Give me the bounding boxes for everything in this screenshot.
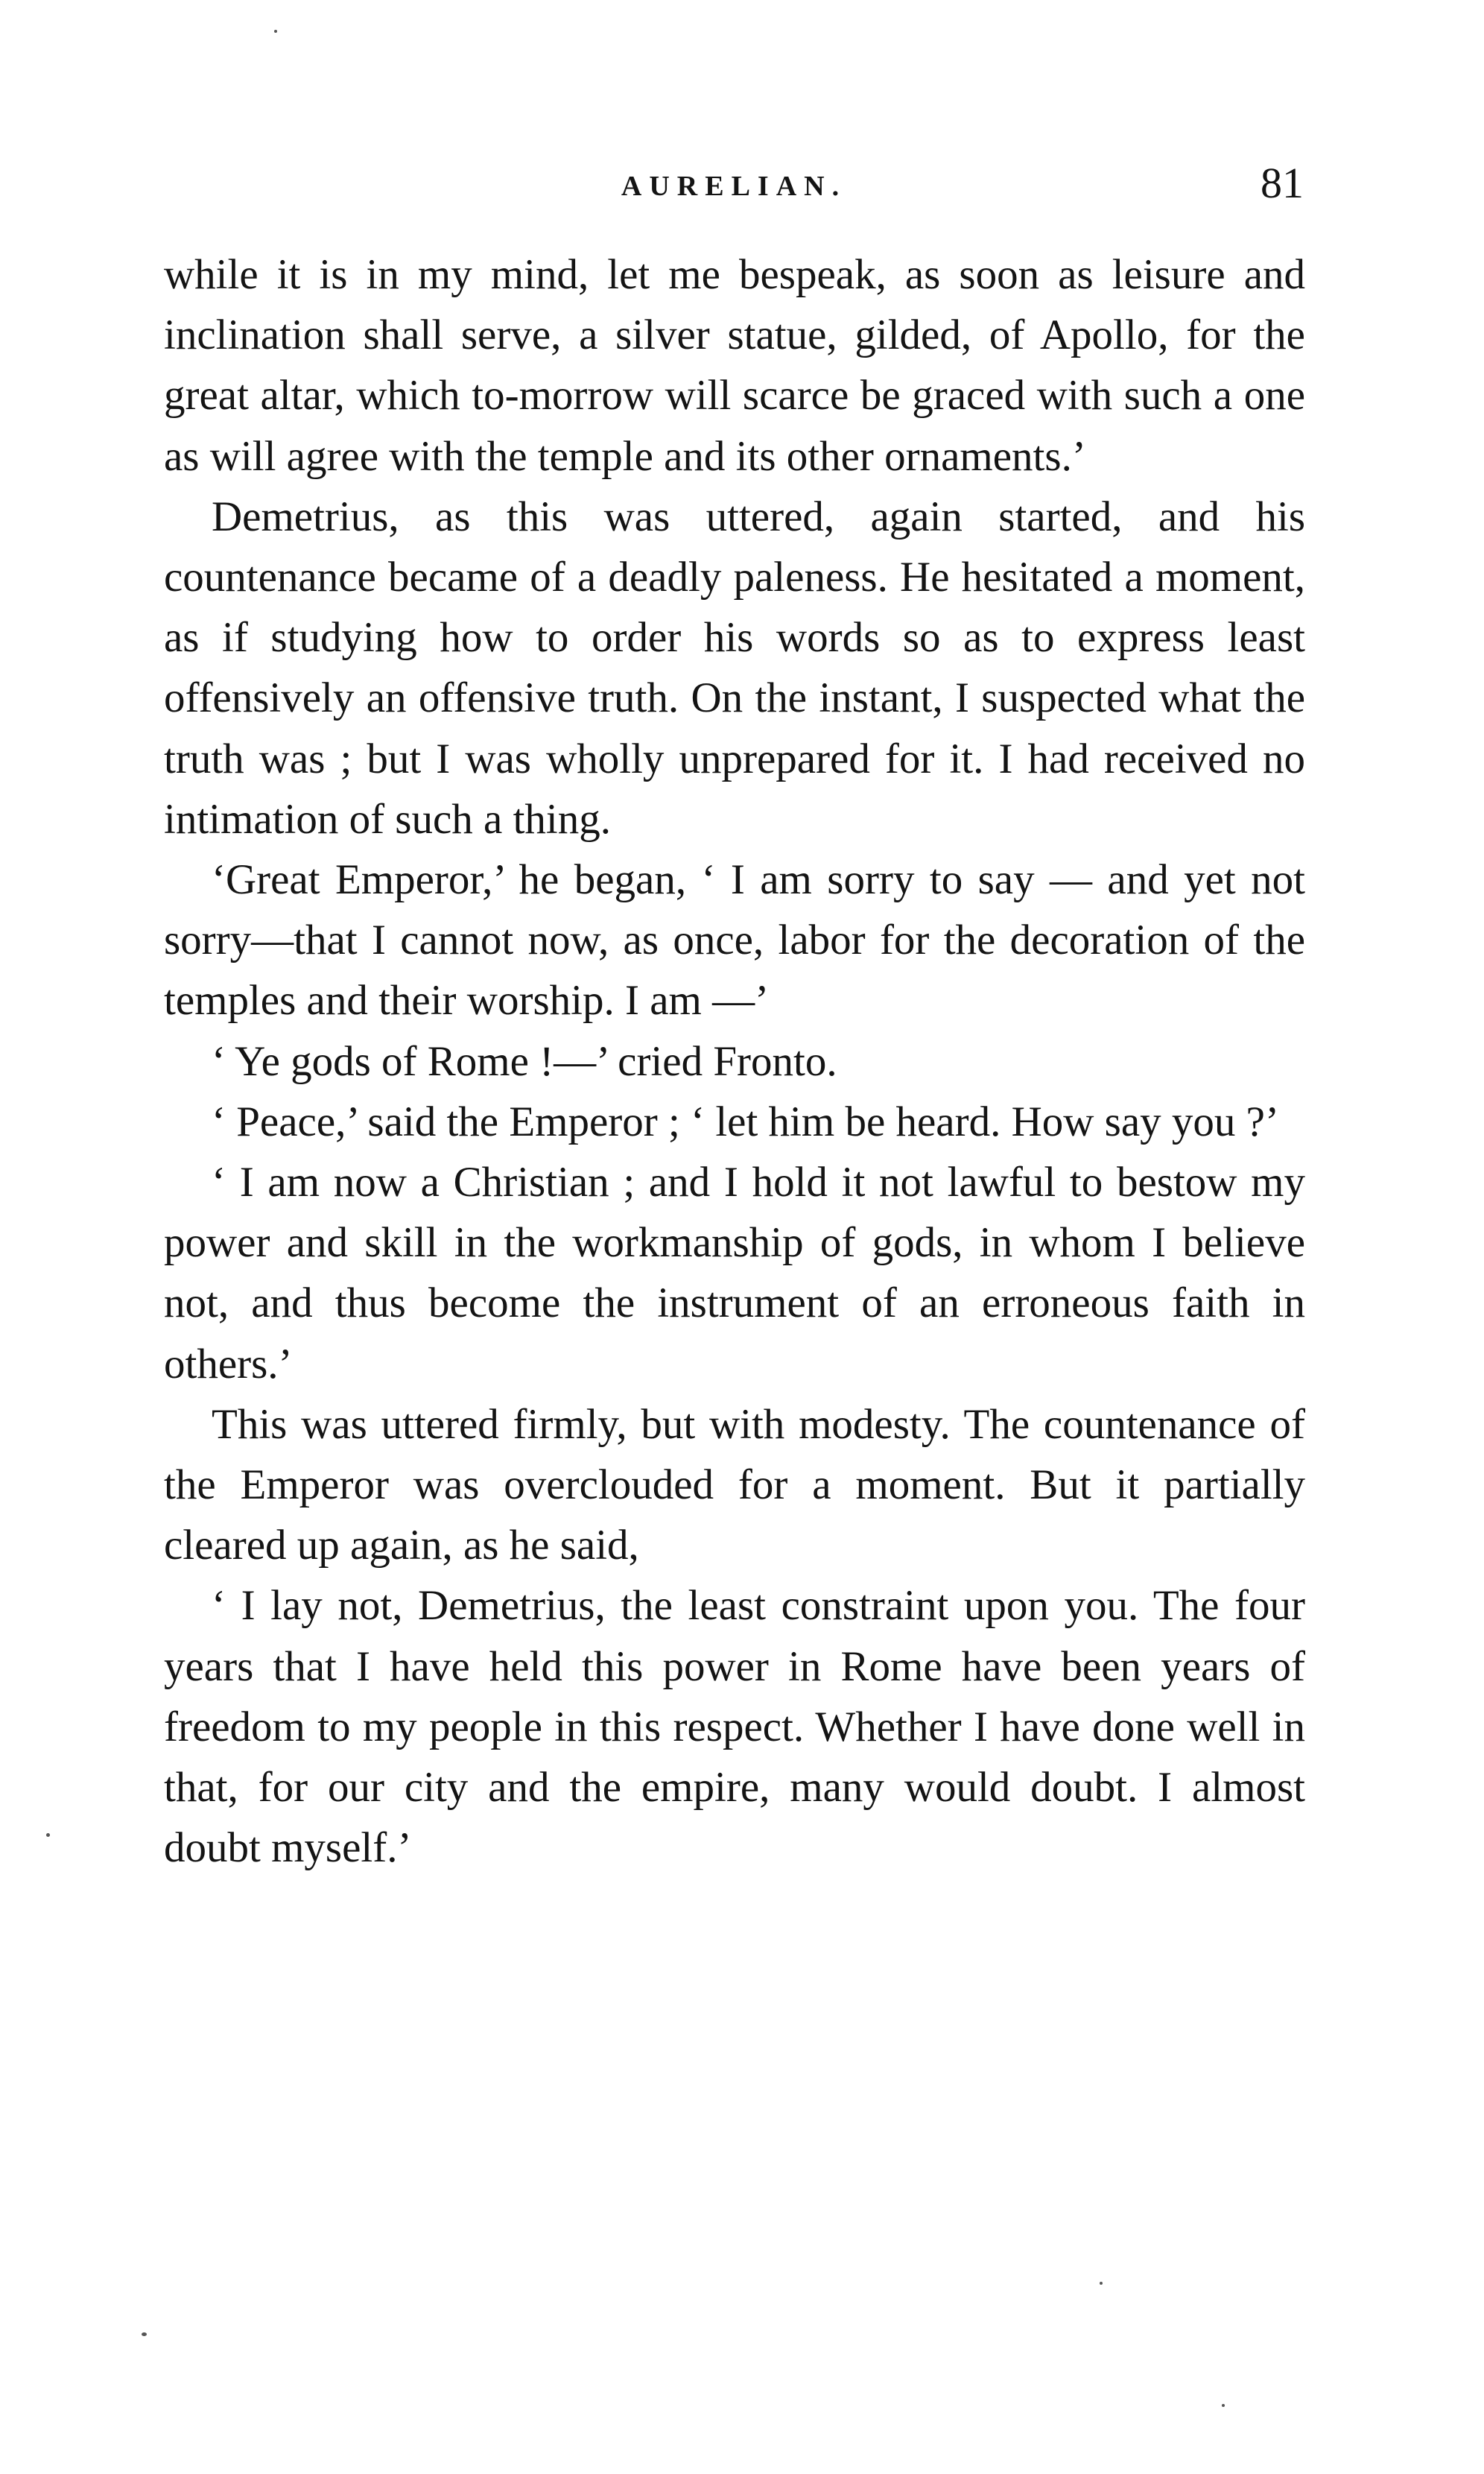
paragraph: Demetrius, as this was uttered, again started, and his countenance became of a deadly paleness. He hesitated a moment, as if studying how to order his words so as to express least offensively an offensive truth. On the instant, I suspected what the truth was ; but I was wholly unprepared for it. I had received no intimation of such a thing. xyxy=(164,493,1305,843)
page-number: 81 xyxy=(1261,159,1304,207)
paragraph: ‘ I lay not, Demetrius, the least constraint upon you. The four years that I have held this power in Rome have been years of freedom to my people in this respect. Whether I have done well in that, for our city and the empire, many would doubt. I almost doubt myself.’ xyxy=(164,1582,1305,1872)
paper-speck xyxy=(46,1833,50,1837)
paper-speck xyxy=(142,2332,147,2336)
paper-speck xyxy=(1100,2282,1103,2285)
paper-speck xyxy=(1222,2404,1225,2407)
body-text xyxy=(164,244,1305,1878)
paragraph: ‘ Ye gods of Rome !—’ cried Fronto. xyxy=(212,1037,837,1085)
paragraph: ‘ I am now a Christian ; and I hold it not lawful to bestow my power and skill in the workmanship of gods, in whom I believe not, and thus become the instrument of an erroneous faith in others.’ xyxy=(164,1159,1305,1388)
paragraph-continued: while it is in my mind, let me bespeak, as soon as leisure and inclination shall serve, a silver statue, gilded, of Apollo, for the great altar, which to-morrow will scarce be graced with such a one as will agree with the temple and its other ornaments.’ xyxy=(164,251,1305,480)
paragraph: This was uttered firmly, but with modesty. The countenance of the Emperor was overclouded for a moment. But it partially cleared up again, as he said, xyxy=(164,1400,1305,1569)
running-head xyxy=(164,159,1304,222)
running-title: AURELIAN. xyxy=(621,171,847,202)
paragraph: ‘ Peace,’ said the Emperor ; ‘ let him be heard. How say you ?’ xyxy=(212,1098,1279,1145)
paragraph: ‘Great Emperor,’ he began, ‘ I am sorry to say — and yet not sorry—that I cannot now, as once, labor for the decoration of the temples and their worship. I am —’ xyxy=(164,856,1305,1025)
paper-speck xyxy=(274,30,277,33)
